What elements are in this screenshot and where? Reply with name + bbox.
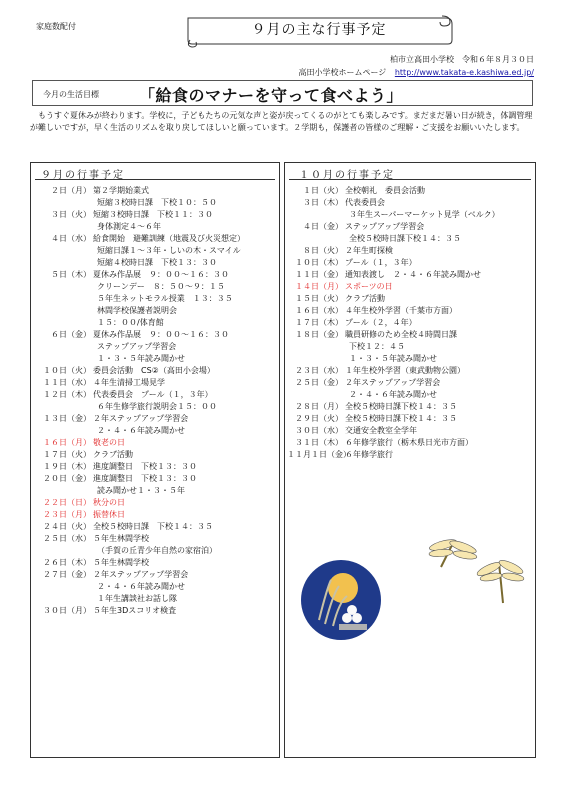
goal-text: 「給食のマナーを守って食べよう」 [139,86,404,105]
event-text: プール（１，３年） [345,258,417,267]
event-text: 進度調整日 下校１３：３０ [93,462,197,471]
event-text: 身体測定４～６年 [97,222,161,231]
event-date: １４日（月） [295,282,343,291]
event-text: 第２学期始業式 [93,186,149,195]
event-row [285,245,535,257]
event-row [31,509,279,521]
event-date: １７日（火） [43,450,91,459]
event-row [31,425,279,437]
event-text: 通知表渡し ２・４・６年読み聞かせ [345,270,481,279]
event-row [31,521,279,533]
homepage-line [234,67,534,78]
event-row [285,269,535,281]
event-date: １９日（木） [43,462,91,471]
event-row [285,257,535,269]
event-row [285,341,535,353]
event-date: ５日（木） [51,270,91,279]
event-text: １・３・５年読み聞かせ [349,354,437,363]
event-date: ２５日（水） [43,534,91,543]
event-text: 全校５校時日課下校１４：３５ [345,414,457,423]
event-row [31,449,279,461]
event-text: 交通安全教室全学年 [345,426,417,435]
event-row [285,317,535,329]
event-date: １１月１日（金） [287,450,351,459]
event-row [31,293,279,305]
event-row [31,329,279,341]
event-date: ２４日（火） [43,522,91,531]
goal-label: 今月の生活目標 [43,90,99,99]
event-text: 代表委員会 [345,198,385,207]
homepage-label: 高田小学校ホームページ [298,68,387,77]
event-row [31,245,279,257]
event-row [285,305,535,317]
event-text: ２・４・６年読み聞かせ [97,426,185,435]
event-text: ３年生スーパーマーケット見学（ベルク） [349,210,500,219]
september-title: ９月の行事予定 [41,170,125,181]
event-row [31,197,279,209]
event-text: ２年ステップアップ学習会 [93,414,189,423]
school-info [234,54,534,78]
event-text: １年生校外学習（東武動物公園） [345,366,465,375]
event-row [285,449,535,461]
event-text: 職員研修のため全校４時間日課 [345,330,457,339]
event-text: 夏休み作品展 ９：００～１６：３０ [93,270,229,279]
event-text: １年生講談社お話し隊 [97,594,177,603]
event-row [285,197,535,209]
event-text: 秋分の日 [93,498,125,507]
event-row [31,281,279,293]
moon-viewing-icon [299,558,383,642]
event-row [285,353,535,365]
event-text: ２年生町探検 [345,246,393,255]
event-row [285,377,535,389]
september-schedule-panel [30,162,280,758]
event-row [31,569,279,581]
event-date: ３０日（月） [43,606,91,615]
event-text: 全校５校時日課 下校１４：３５ [93,522,213,531]
event-text: 給食開始 避難訓練（地震及び火災想定） [93,234,245,243]
event-text: 短縮日課１～３年・しいの木・スマイル [97,246,241,255]
event-row [31,233,279,245]
page-title: ９月の主な行事予定 [251,22,387,38]
event-date: ２３日（月） [43,510,91,519]
event-date: １６日（月） [43,438,91,447]
event-date: １１日（金） [295,270,343,279]
divider [35,179,275,180]
event-date: ３日（木） [303,198,343,207]
event-text: ５年生ネットモラル授業 １３：３５ [97,294,233,303]
event-text: 全校朝礼 委員会活動 [345,186,425,195]
event-date: １８日（金） [295,330,343,339]
event-text: 短縮４校時日課 下校１３：３０ [97,258,217,267]
event-text: ６年生修学旅行説明会１５：００ [97,402,217,411]
event-row [31,209,279,221]
event-text: クリーンデー ８：５０～９：１５ [97,282,225,291]
event-text: 下校１２：４５ [349,342,405,351]
event-text: ５年生林間学校 [93,558,149,567]
event-text: （手賀の丘青少年自然の家宿泊） [97,546,217,555]
event-date: １０日（火） [43,366,91,375]
event-row [31,497,279,509]
event-row [31,437,279,449]
event-date: ６日（金） [51,330,91,339]
event-row [31,365,279,377]
event-text: ステップアップ学習会 [345,222,425,231]
event-date: ２９日（火） [295,414,343,423]
event-text: 全校５校時日課下校１４：３５ [345,402,457,411]
event-text: 夏休み作品展 ９：００～１６：３０ [93,330,229,339]
event-text: １・３・５年読み聞かせ [97,354,185,363]
event-text: ４年生校外学習（千葉市方面） [345,306,457,315]
event-row [31,461,279,473]
event-date: ２２日（日） [43,498,91,507]
event-row [31,341,279,353]
event-text: 委員会活動 CS②（高田小会場） [93,366,215,375]
event-row [31,401,279,413]
event-row [31,545,279,557]
event-row [285,209,535,221]
event-row [31,305,279,317]
event-date: ４日（水） [51,234,91,243]
event-text: 短縮３校時日課 下校１１：３０ [93,210,213,219]
event-text: ６年修学旅行 [345,450,393,459]
event-date: ４日（金） [303,222,343,231]
event-text: ５年生3Dスコリオ検査 [93,606,177,615]
event-text: 代表委員会 プール（１，３年） [93,390,213,399]
event-row [285,185,535,197]
event-row [31,605,279,617]
event-date: １３日（金） [43,414,91,423]
event-text: 進度調整日 下校１３：３０ [93,474,197,483]
distribution-note: 家庭数配付 [36,22,76,31]
event-date: ２６日（木） [43,558,91,567]
event-row [285,437,535,449]
event-row [31,269,279,281]
event-date: １７日（木） [295,318,343,327]
october-title: １０月の行事予定 [299,170,395,181]
event-text: １５：００/体育館 [97,318,164,327]
event-row [31,353,279,365]
event-text: ステップアップ学習会 [97,342,177,351]
event-text: ２年ステップアップ学習会 [345,378,441,387]
event-text: 敬老の日 [93,438,125,447]
event-text: ５年生林間学校 [93,534,149,543]
event-date: ８日（火） [303,246,343,255]
event-text: 短縮３校時日課 下校１０：５０ [97,198,217,207]
event-row [285,425,535,437]
event-date: １６日（水） [295,306,343,315]
event-row [285,401,535,413]
october-events [285,185,535,461]
event-row [285,233,535,245]
event-date: ３１日（木） [295,438,343,447]
divider [289,179,531,180]
event-row [31,473,279,485]
intro-paragraph: もうすぐ夏休みが終わります。学校に，子どもたちの元気な声と姿が戻ってくるのがとても楽しみです。まだまだ暑い日が続き，体調管理が難しいですが，早く生活のリズムを取り戻してほしいと願っています。２学期も，保護者の皆様のご理解・ご支援をお願いいたします。 [30,111,533,132]
event-text: ２年ステップアップ学習会 [93,570,189,579]
event-row [285,413,535,425]
event-date: ２０日（金） [43,474,91,483]
event-date: ２７日（金） [43,570,91,579]
event-date: ２５日（金） [295,378,343,387]
event-date: ２日（月） [51,186,91,195]
event-text: クラブ活動 [93,450,133,459]
event-row [31,257,279,269]
event-row [31,557,279,569]
event-row [31,185,279,197]
event-date: １日（火） [303,186,343,195]
event-date: ３日（火） [51,210,91,219]
event-date: １１日（水） [43,378,91,387]
event-text: クラブ活動 [345,294,385,303]
event-row [31,389,279,401]
event-row [31,377,279,389]
event-date: ２８日（月） [295,402,343,411]
monthly-goal-box [32,80,533,106]
event-row [285,293,535,305]
event-row [31,221,279,233]
event-text: 林間学校保護者説明会 [97,306,177,315]
event-text: プール（２，４年） [345,318,417,327]
event-text: ２・４・６年読み聞かせ [349,390,437,399]
event-date: １５日（火） [295,294,343,303]
event-row [31,593,279,605]
event-text: 全校５校時日課下校１４：３５ [349,234,461,243]
event-text: ６年修学旅行（栃木県日光市方面） [345,438,473,447]
event-row [31,533,279,545]
event-row [31,581,279,593]
event-row [285,329,535,341]
event-row [31,413,279,425]
event-row [285,221,535,233]
school-date: 柏市立高田小学校 令和６年８月３０日 [390,55,534,64]
event-row [285,281,535,293]
event-text: 読み聞かせ１・３・５年 [97,486,185,495]
event-date: １０日（木） [295,258,343,267]
title-banner [184,14,454,48]
homepage-link[interactable]: http://www.takata-e.kashiwa.ed.jp/ [394,68,534,77]
event-text: ４年生清掃工場見学 [93,378,165,387]
event-row [285,389,535,401]
event-text: スポーツの日 [345,282,393,291]
event-date: ３０日（水） [295,426,343,435]
event-date: １２日（木） [43,390,91,399]
event-row [31,485,279,497]
event-row [285,365,535,377]
event-text: ２・４・６年読み聞かせ [97,582,185,591]
dragonfly-icon [413,533,533,623]
october-schedule-panel [284,162,536,758]
event-text: 振替休日 [93,510,125,519]
event-date: ２３日（水） [295,366,343,375]
event-row [31,317,279,329]
september-events [31,185,279,617]
